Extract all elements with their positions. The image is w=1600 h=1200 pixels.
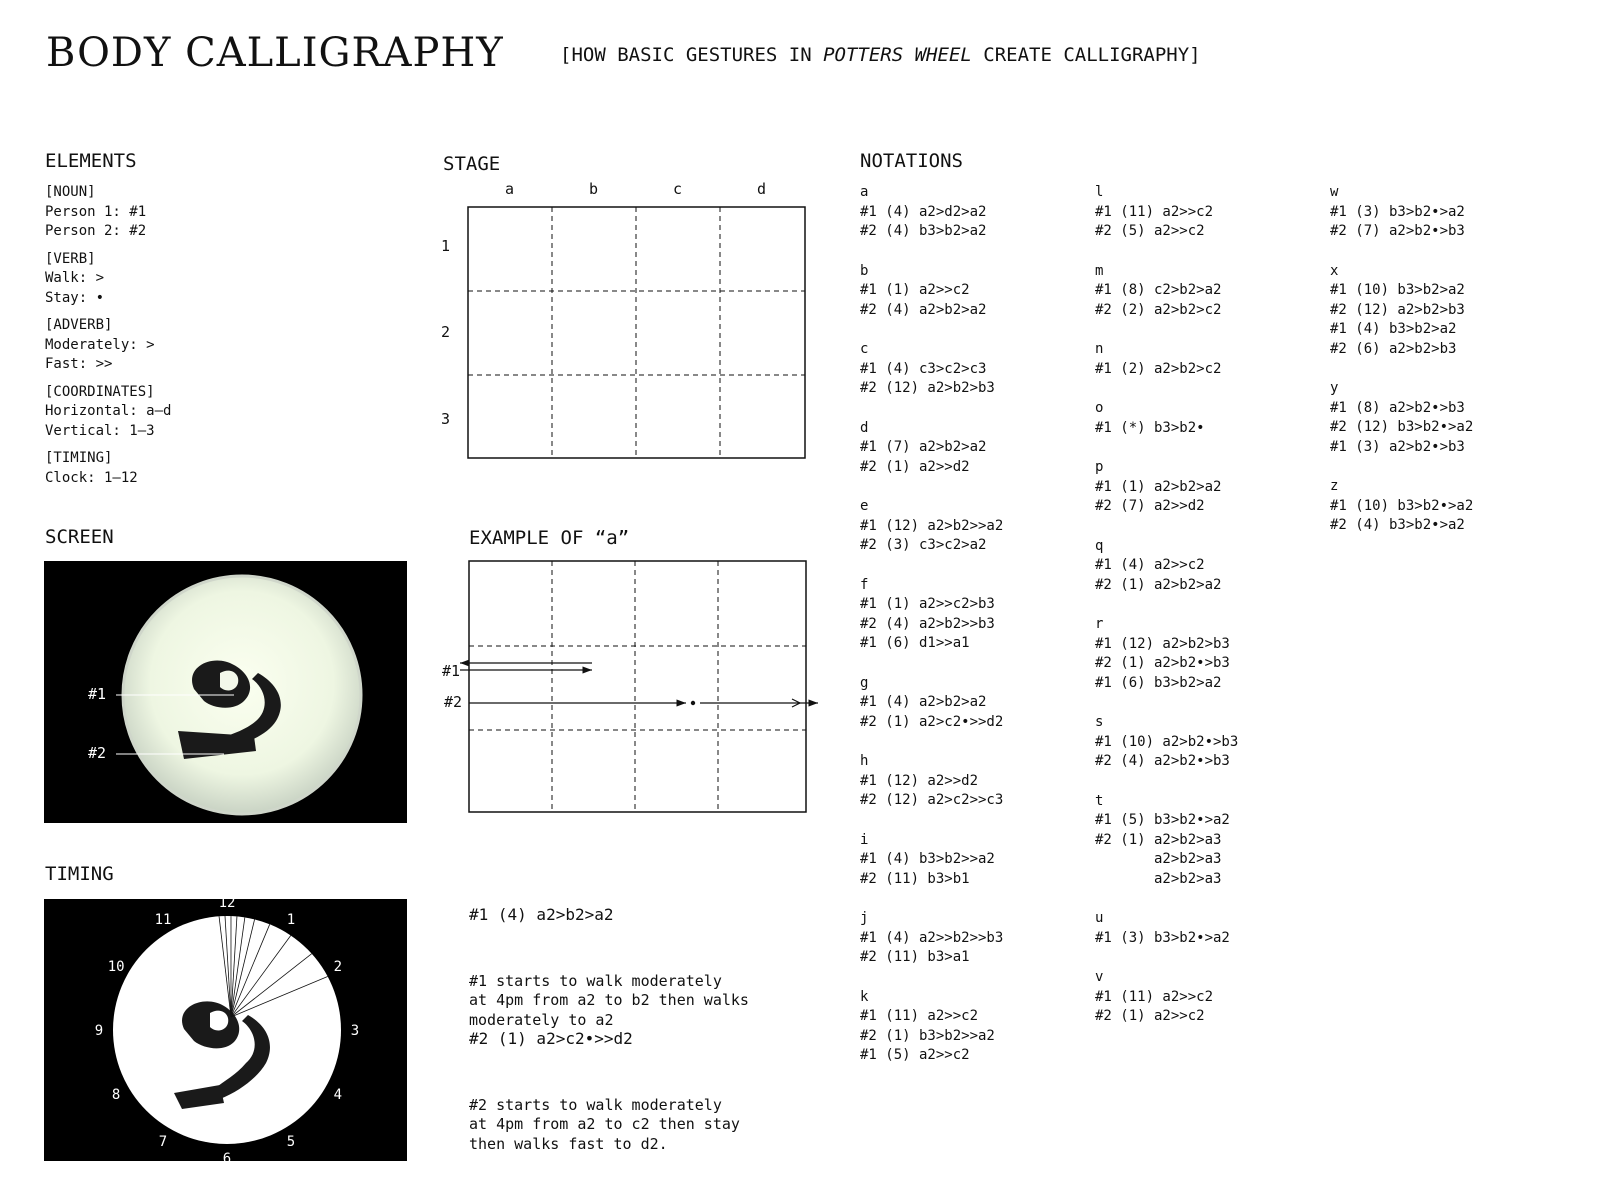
notation-line: #1 (6) d1>>a1	[860, 635, 970, 651]
example-expl-1-notation: #1 (4) a2>b2>a2	[469, 905, 614, 924]
element-group-tag: [TIMING]	[45, 450, 113, 466]
notation-line: #1 (4) a2>b2>a2	[860, 694, 987, 710]
notation-letter: f	[860, 576, 869, 593]
notation-line: #1 (4) c3>c2>c3	[860, 360, 987, 377]
notation-block-l	[1095, 183, 1238, 242]
timing-heading: TIMING	[45, 863, 114, 885]
notation-line: #1 (10) a2>b2•>b3	[1095, 733, 1239, 750]
notation-block-x	[1330, 262, 1473, 360]
notation-letter: w	[1330, 184, 1339, 200]
notation-line: #1 (10) b3>b2•>a2	[1330, 497, 1474, 514]
notations-column-2	[1095, 183, 1238, 1047]
element-definition: Horizontal: a–d	[45, 403, 172, 419]
notation-line: #1 (4) a2>>b2>>b3	[860, 929, 1004, 946]
notation-letter: a	[860, 184, 869, 200]
example-expl-1-text: #1 starts to walk moderately at 4pm from a2 to b2 then walks moderately to a2	[469, 971, 749, 1029]
notation-line: #1 (12) a2>b2>>a2	[860, 517, 1004, 534]
notation-line: #2 (3) c3>c2>a2	[860, 537, 987, 553]
notation-block-y	[1330, 379, 1473, 457]
notation-block-q	[1095, 537, 1238, 596]
notation-line: #2 (12) a2>b2>b3	[1330, 301, 1465, 318]
notations-heading: NOTATIONS	[860, 150, 963, 172]
notation-line: #2 (12) a2>c2>>c3	[860, 792, 1004, 808]
notation-letter: k	[860, 988, 869, 1005]
notation-line: #1 (1) a2>b2>a2	[1095, 478, 1222, 495]
notation-letter: o	[1095, 400, 1104, 416]
notation-line: #1 (3) b3>b2•>a2	[1330, 203, 1465, 220]
notation-line: #1 (*) b3>b2•	[1095, 419, 1205, 436]
notation-letter: p	[1095, 459, 1104, 475]
notation-block-a	[860, 183, 1003, 242]
subtitle-emphasis: POTTERS WHEEL	[823, 44, 972, 66]
notation-letter: r	[1095, 616, 1104, 632]
screen-heading: SCREEN	[45, 526, 114, 548]
page-title: BODY CALLIGRAPHY	[46, 30, 504, 76]
notation-line: #1 (1) a2>>c2	[860, 282, 970, 298]
screen-label-1: #1	[88, 685, 107, 703]
notation-block-w	[1330, 183, 1473, 242]
notation-block-z	[1330, 477, 1473, 536]
notations-column-3	[1330, 183, 1473, 556]
notation-line: #2 (6) a2>b2>b3	[1330, 340, 1457, 357]
notation-line: #2 (1) a2>b2>a2	[1095, 576, 1222, 593]
notation-letter: y	[1330, 380, 1339, 396]
notation-block-b	[860, 262, 1003, 321]
notation-letter: c	[860, 341, 869, 357]
clock-number: 9	[94, 1023, 104, 1039]
notation-block-o	[1095, 399, 1238, 438]
notation-letter: q	[1095, 537, 1104, 554]
notation-line: #1 (4) b3>b2>>a2	[860, 851, 995, 867]
notation-line: #2 (7) a2>>d2	[1095, 498, 1205, 514]
example-expl-2-notation: #2 (1) a2>c2•>>d2	[469, 1029, 633, 1048]
notation-line: #1 (12) a2>b2>b3	[1095, 635, 1230, 652]
notation-line: #1 (7) a2>b2>a2	[860, 439, 987, 455]
stage-col-b: b	[589, 180, 599, 198]
stage-col-a: a	[505, 180, 515, 198]
element-definition: Moderately: >	[45, 336, 155, 353]
stage-row-2: 2	[441, 323, 451, 341]
notation-block-t	[1095, 792, 1238, 890]
notation-line: #1 (8) a2>b2•>b3	[1330, 399, 1465, 416]
notation-line: #2 (12) a2>b2>b3	[860, 380, 995, 396]
notation-line: #2 (7) a2>b2•>b3	[1330, 223, 1465, 239]
notation-block-j	[860, 909, 1003, 968]
notation-line: #2 (12) b3>b2•>a2	[1330, 419, 1474, 435]
notation-line: #2 (1) a2>>c2	[1095, 1008, 1205, 1024]
notation-letter: b	[860, 262, 869, 279]
example-label-1: #1	[442, 662, 461, 680]
notation-line: a2>b2>a3	[1095, 870, 1222, 887]
notation-line: #2 (1) b3>b2>>a2	[860, 1027, 995, 1044]
notation-line: #1 (5) a2>>c2	[860, 1047, 970, 1063]
notation-line: #2 (1) a2>c2•>>d2	[860, 713, 1004, 730]
notation-block-s	[1095, 713, 1238, 772]
example-stay-dot	[691, 701, 695, 705]
example-explanation-2	[469, 990, 740, 1174]
clock-number: 1	[286, 912, 296, 929]
notation-letter: u	[1095, 910, 1104, 926]
notation-line: #1 (11) a2>>c2	[1095, 988, 1214, 1005]
stage-heading: STAGE	[443, 153, 501, 175]
notation-block-c	[860, 340, 1003, 399]
notation-line: #2 (5) a2>>c2	[1095, 223, 1205, 239]
element-definition: Vertical: 1–3	[45, 422, 155, 439]
notation-line: #2 (4) a2>b2>>b3	[860, 615, 995, 632]
element-group-tag: [ADVERB]	[45, 317, 113, 333]
clock-number: 6	[222, 1151, 232, 1161]
clock-number: 12	[218, 899, 236, 911]
example-expl-2-text: #2 starts to walk moderately at 4pm from a2 to c2 then stay then walks fast to d2.	[469, 1095, 740, 1153]
notation-line: #1 (6) b3>b2>a2	[1095, 674, 1222, 691]
clock-number: 2	[333, 959, 343, 975]
notation-block-e	[860, 497, 1003, 556]
notation-line: #2 (1) a2>>d2	[860, 458, 970, 475]
clock-number: 4	[333, 1087, 343, 1103]
notation-block-i	[860, 831, 1003, 890]
clock-number: 7	[158, 1133, 168, 1150]
notation-letter: n	[1095, 341, 1104, 357]
timing-photo	[44, 899, 407, 1161]
notation-line: #1 (12) a2>>d2	[860, 772, 979, 789]
element-group-tag: [VERB]	[45, 250, 96, 267]
notation-line: #1 (4) a2>d2>a2	[860, 203, 987, 220]
stage-row-3: 3	[441, 410, 451, 428]
notation-line: #1 (11) a2>>c2	[860, 1008, 979, 1024]
subtitle-pre: [HOW BASIC GESTURES IN	[560, 44, 824, 66]
screen-label-2: #2	[88, 744, 107, 762]
stage-col-c: c	[673, 180, 683, 198]
notation-block-r	[1095, 615, 1238, 693]
example-label-2: #2	[444, 693, 463, 711]
notations-column-1	[860, 183, 1003, 1086]
screen-photo	[44, 561, 407, 823]
clock-number: 5	[286, 1133, 296, 1150]
notation-line: #1 (3) b3>b2•>a2	[1095, 929, 1230, 946]
notation-block-d	[860, 419, 1003, 478]
subtitle-post: CREATE CALLIGRAPHY]	[971, 44, 1201, 66]
notation-letter: l	[1095, 184, 1104, 200]
notation-letter: e	[860, 498, 869, 514]
notation-line: #2 (1) a2>b2•>b3	[1095, 655, 1230, 671]
notation-block-f	[860, 576, 1003, 654]
notation-line: #1 (1) a2>>c2>b3	[860, 596, 995, 612]
notation-block-p	[1095, 458, 1238, 517]
notation-block-u	[1095, 909, 1238, 948]
stage-grid	[467, 206, 807, 460]
notation-block-v	[1095, 968, 1238, 1027]
stage-col-d: d	[757, 180, 767, 198]
notation-block-h	[860, 752, 1003, 811]
clock-number: 10	[107, 959, 125, 975]
notation-line: #2 (4) b3>b2>a2	[860, 223, 987, 239]
notation-letter: z	[1330, 478, 1339, 494]
clock-number: 8	[111, 1087, 121, 1103]
notation-line: #1 (4) b3>b2>a2	[1330, 321, 1457, 337]
elements-list	[45, 183, 171, 488]
notation-letter: t	[1095, 792, 1104, 809]
clock-number: 11	[154, 912, 172, 929]
notation-letter: j	[860, 910, 869, 926]
notation-letter: d	[860, 419, 869, 436]
notation-line: #2 (11) b3>b1	[860, 870, 970, 887]
notation-letter: v	[1095, 969, 1104, 985]
notation-line: #1 (10) b3>b2>a2	[1330, 282, 1465, 298]
notation-line: #1 (5) b3>b2•>a2	[1095, 812, 1230, 828]
element-group-tag: [COORDINATES]	[45, 383, 155, 400]
notation-line: #1 (2) a2>b2>c2	[1095, 360, 1222, 377]
notation-block-m	[1095, 262, 1238, 321]
notation-line: #2 (4) b3>b2•>a2	[1330, 517, 1465, 533]
notation-letter: h	[860, 753, 869, 769]
element-definition: Stay: •	[45, 289, 105, 306]
notation-letter: i	[860, 831, 869, 848]
notation-letter: s	[1095, 714, 1104, 730]
notation-block-k	[860, 988, 1003, 1066]
notation-letter: g	[860, 674, 869, 691]
notation-block-n	[1095, 340, 1238, 379]
notation-line: #1 (8) c2>b2>a2	[1095, 282, 1222, 298]
element-definition: Clock: 1–12	[45, 469, 138, 486]
notation-line: #2 (11) b3>a1	[860, 949, 970, 965]
element-group-tag: [NOUN]	[45, 184, 96, 200]
clock-illustration	[44, 899, 407, 1161]
notation-line: #2 (1) a2>b2>a3	[1095, 831, 1222, 848]
notation-line: #2 (2) a2>b2>c2	[1095, 301, 1222, 318]
example-heading: EXAMPLE OF “a”	[469, 527, 630, 549]
stage-row-1: 1	[441, 237, 451, 255]
page-subtitle	[560, 44, 1201, 66]
notation-block-g	[860, 674, 1003, 733]
element-definition: Person 1: #1	[45, 203, 147, 220]
clock-number: 3	[350, 1023, 360, 1039]
notation-letter: m	[1095, 262, 1104, 279]
notation-line: #1 (4) a2>>c2	[1095, 557, 1205, 573]
notation-line: #1 (11) a2>>c2	[1095, 203, 1214, 220]
notation-letter: x	[1330, 262, 1339, 279]
elements-heading: ELEMENTS	[45, 150, 137, 172]
notation-line: #2 (4) a2>b2•>b3	[1095, 753, 1230, 769]
element-definition: Person 2: #2	[45, 223, 147, 239]
notation-line: #1 (3) a2>b2•>b3	[1330, 438, 1465, 455]
example-grid	[440, 560, 830, 816]
notation-line: a2>b2>a3	[1095, 851, 1222, 867]
element-definition: Fast: >>	[45, 356, 113, 372]
element-definition: Walk: >	[45, 270, 105, 286]
notation-line: #2 (4) a2>b2>a2	[860, 301, 987, 318]
